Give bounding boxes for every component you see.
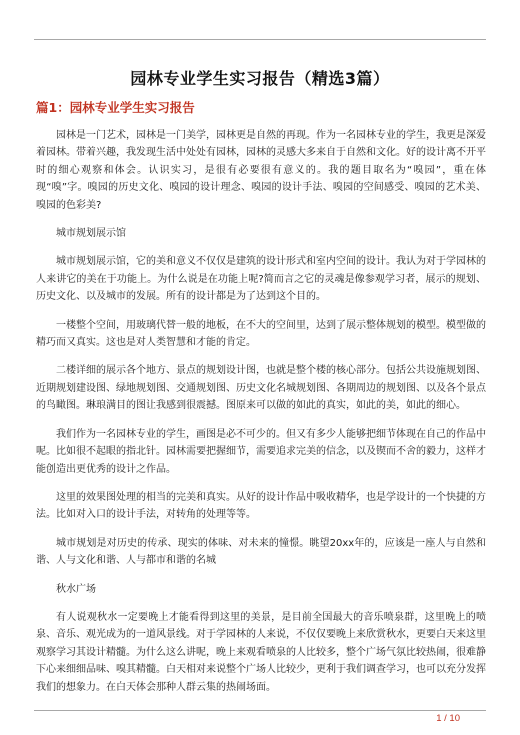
footer-rule (34, 710, 486, 711)
paragraph-rendering: 这里的效果图处理的相当的完美和真实。从好的设计作品中吸收精华，也是学设计的一个快捷的方法。比如对入口的设计手法，对转角的处理等等。 (36, 491, 486, 521)
document-body (36, 127, 486, 707)
document-title: 园林专业学生实习报告（精选3篇） (130, 69, 390, 88)
paragraph-qiushui-square: 有人说观秋水一定要晚上才能看得到这里的美景，是目前全国最大的音乐喷泉群，这里晚上的喷泉、音乐、观光成为的一道风景线。对于学园林的人来说，不仅仅要晚上来欣赏秋水，更要白天来这里观察学习其设计精髓。为什么这么讲呢，晚上来观看喷泉的人比较多，整个广场气氛比较热闹，很难静下心来细细品味、嗅其精髓。白天相对来说整个广场人比较少，更利于我们调查学习，也可以充分发挥我们的想象力。在白天体会那种人群云集的热闹场面。 (36, 611, 486, 693)
page-indicator: 1 / 10 (436, 713, 460, 724)
header-rule (34, 39, 486, 40)
paragraph-drawing: 我们作为一名园林专业的学生，画图是必不可少的。但又有多少人能够把细节体现在自己的作品中呢。比如很不起眼的指北针。园林需要把握细节，需要追求完美的信念，以及锲而不舍的毅力，这样才能创造出更优秀的设计之作品。 (36, 428, 486, 475)
subheading-qiushui-square: 秋水广场 (56, 583, 96, 595)
section-heading: 篇1：园林专业学生实习报告 (36, 100, 195, 115)
paragraph-second-floor: 二楼详细的展示各个地方、景点的规划设计图，也就是整个楼的核心部分。包括公共设施规划图、近期规划建设图、绿地规划图、交通规划图、历史文化名城规划图、各期周边的规划图、以及各个景点的鸟瞰图。琳琅满目的图让我感到很震撼。图原来可以做的如此的真实，如此的美，如此的细心。 (36, 365, 486, 412)
paragraph-intro: 园林是一门艺术，园林是一门美学，园林更是自然的再现。作为一名园林专业的学生，我更是深爱着园林。带着兴趣，我发现生活中处处有园林，园林的灵感大多来自于自然和文化。好的设计离不开平时的细心观察和体会。认识实习，是很有必要很有意义的。我的题目取名为“嗅园”，重在体现“嗅”字。嗅园的历史文化、嗅园的设计理念、嗅园的设计手法、嗅园的空间感受、嗅园的艺术美、嗅园的色彩美? (36, 130, 486, 211)
paragraph-first-floor: 一楼整个空间，用玻璃代替一般的地板，在不大的空间里，达到了展示整体规划的模型。模型做的精巧而又真实。这也是对人类智慧和才能的肯定。 (36, 319, 486, 349)
subheading-planning-hall: 城市规划展示馆 (56, 228, 126, 240)
paragraph-planning-hall: 城市规划展示馆，它的美和意义不仅仅是建筑的设计形式和室内空间的设计。我认为对于学园林的人来讲它的美在于功能上。为什么说是在功能上呢?简而言之它的灵魂是像参观学习者，展示的规划、历史文化、以及城市的发展。所有的设计都是为了达到这个目的。 (36, 256, 486, 303)
paragraph-city-planning: 城市规划是对历史的传承、现实的体味、对未来的憧憬。眺望20xx年的，应该是一座人与自然和谐、人与文化和谐、人与都市和谐的名城 (36, 537, 486, 567)
